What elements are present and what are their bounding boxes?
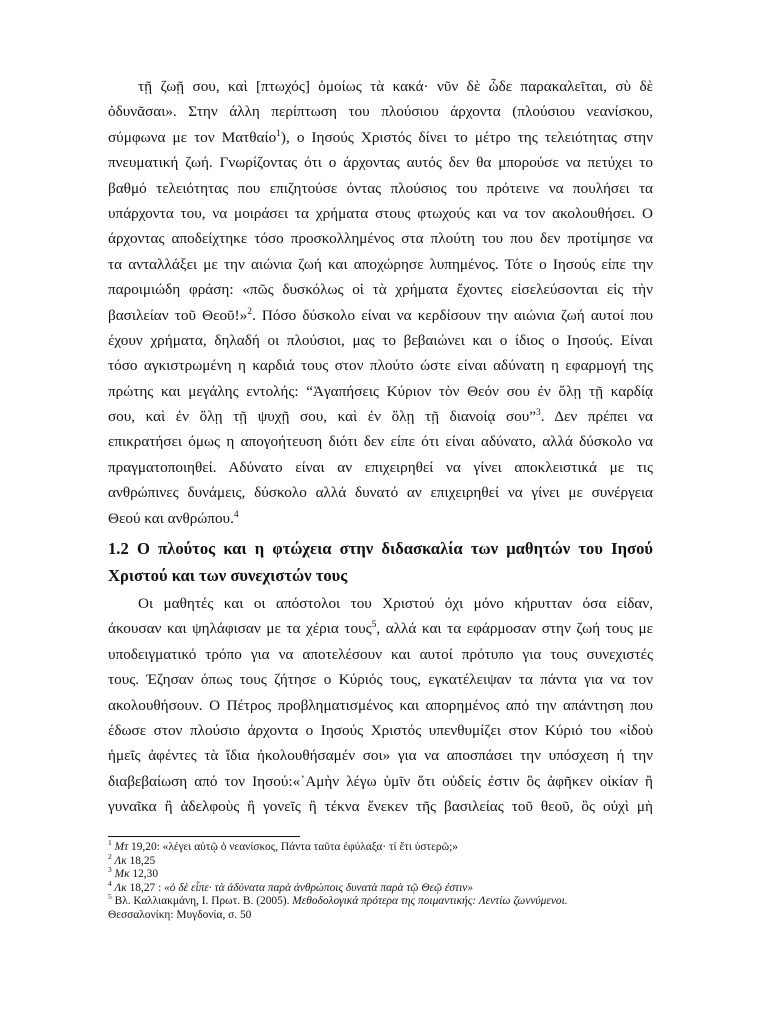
text-segment: . Πόσο δύσκολο είναι να κερδίσουν την αιώνια ζωή αυτοί που — [251, 306, 654, 324]
text-segment: σύμφωνα με τον Ματθαίο — [108, 128, 277, 146]
footnote-ref[interactable]: 1 — [276, 128, 281, 139]
footnote-italic-title: Μεθοδολογικά πρότερα της ποιμαντικής: Λεντίω ζωννύμενοι. — [292, 895, 568, 908]
footnote-ref[interactable]: 2 — [247, 306, 252, 317]
paragraph1-line: τόσο αγκιστρωμένη η καρδιά τους στον πλούτο ώστε είναι αδύνατη η εφαρμογή της — [108, 357, 653, 375]
paragraph2-line: διαβεβαίωση από τον Ιησού:«᾽Αμὴν λέγω ὑμῖν ὅτι οὐδείς ἐστιν ὃς ἀφῆκεν οἰκίαν ἢ — [108, 772, 653, 790]
paragraph2-line: έδωσε στον πλούσιο άρχοντα ο Ιησούς Χριστός υπενθυμίζει στον Κύριό του «ἰδοὺ — [108, 721, 653, 739]
text-segment: , αλλά και τα εφάρμοσαν στην ζωή τους με — [376, 620, 653, 638]
footnote-item — [108, 878, 653, 896]
paragraph2-line — [108, 616, 653, 641]
footnote-number: 3 — [108, 865, 112, 875]
paragraph1-line: ὀδυνᾶσαι». Στην άλλη περίπτωση του πλούσιου άρχοντα (πλούσιου νεανίσκου, — [108, 103, 653, 121]
text-segment: ), ο Ιησούς Χριστός δίνει το μέτρο της τελειότητας στην — [280, 128, 653, 146]
footnote-reference: Λκ — [111, 854, 127, 867]
paragraph1-line: υπάρχοντα του, να μοιράσει τα χρήματα στους φτωχούς και να τον ακολουθήσει. Ο — [108, 204, 653, 222]
footnote-text: Βλ. Καλλιακμάνη, Ι. Πρωτ. Β. (2005). — [111, 895, 293, 908]
footnote-separator — [108, 836, 300, 837]
paragraph1-line — [108, 303, 653, 328]
paragraph1-line: τῇ ζωῇ σου, καὶ [πτωχός] ὁμοίως τὰ κακά· νῦν δὲ ὧδε παρακαλεῖται, σὺ δὲ — [138, 78, 653, 95]
footnote-text: 18,27 : «ὁ δὲ εἶπε· τὰ ἀδύνατα παρὰ ἀνθρώποις δυνατὰ παρὰ τῷ Θεῷ ἐστιν» — [126, 881, 474, 894]
footnote-item — [108, 892, 653, 909]
paragraph1-line — [108, 506, 653, 531]
paragraph-1 — [108, 74, 653, 531]
paragraph2-line: ακολουθήσουν. Ο Πέτρος προβληματισμένος και απορημένος από την απάντηση που — [108, 696, 653, 714]
footnote-reference: Μτ — [111, 841, 129, 853]
footnote-item — [108, 851, 653, 869]
paragraph1-line — [108, 125, 653, 150]
footnote-text: 12,30 — [129, 868, 159, 881]
heading-line: 1.2 Ο πλούτος και η φτώχεια στην διδασκαλία των μαθητών του Ιησού — [108, 539, 653, 559]
paragraph2-line: γυναῖκα ἢ ἀδελφοὺς ἢ γονεῖς ἢ τέκνα ἕνεκεν τῆς βασιλείας τοῦ θεοῦ, ὃς οὐχὶ μὴ — [108, 798, 653, 816]
footnote-number: 5 — [108, 892, 112, 902]
footnote-ref[interactable]: 5 — [371, 620, 377, 631]
text-segment: . Δεν πρέπει να — [540, 408, 653, 426]
paragraph1-line — [108, 404, 653, 429]
paragraph1-line: έχουν χρήματα, δηλαδή οι πλούσιοι, μας το βεβαιώνει και ο ίδιος ο Ιησούς. Είναι — [108, 331, 653, 349]
paragraph2-line: υποδειγματικό τρόπο για να αποτελέσουν και αυτοί πρότυπο για τους συνεχιστές — [108, 645, 653, 663]
paragraph2-line: ἡμεῖς ἀφέντες τὰ ἴδια ἠκολουθήσαμέν σοι» για να αποσπάσει την υπόσχεση ή την — [108, 747, 653, 765]
footnote-number: 1 — [108, 838, 112, 848]
text-segment: άκουσαν και ψηλάφισαν με τα χέρια τους — [108, 620, 372, 638]
footnote-reference: Μκ — [111, 868, 130, 881]
footnote-reference: Λκ — [111, 881, 127, 894]
footnote-text: 18,25 — [126, 854, 156, 867]
text-segment: Οι μαθητές και οι απόστολοι του Χριστού όχι μόνο κήρυτταν όσα είδαν, — [138, 595, 653, 613]
paragraph1-line: βαθμό τελειότητας που επιζητούσε όντας πλούσιος του πρότεινε να πουλήσει τα — [108, 179, 653, 197]
text-segment: βασιλείαν τοῦ Θεοῦ!» — [108, 306, 248, 324]
footnote-ref[interactable]: 3 — [535, 408, 541, 419]
footnote-ref[interactable]: 4 — [233, 509, 239, 520]
paragraph1-line: πνευματική ζωή. Γνωρίζοντας ότι ο άρχοντας αυτός δεν θα μπορούσε να πετύχει το — [108, 154, 653, 172]
heading-line: Χριστού και των συνεχιστών τους — [108, 566, 348, 586]
footnote-continuation: Θεσσαλονίκη: Μυγδονία, σ. 50 — [108, 908, 252, 921]
paragraph2-line: τους. Έζησαν όπως τους ζήτησε ο Κύριός τους, εγκατέλειψαν τα πάντα για να τον — [108, 671, 653, 689]
text-segment: Θεού και ανθρώπου. — [108, 509, 234, 527]
paragraph1-line: παροιμιώδη φράση: «πῶς δυσκόλως οἱ τὰ χρήματα ἔχοντες εἰσελεύσονται εἰς τὴν — [108, 281, 653, 299]
footnote-text: 19,20: «λέγει αὐτῷ ὁ νεανίσκος, Πάντα ταῦτα ἐφύλαξα· τί ἔτι ὑστερῶ;» — [128, 841, 458, 853]
paragraph1-line: επικρατήσει όμως η απογοήτευση διότι δεν είπε ότι είναι αδύνατο, αλλά δύσκολο να — [108, 433, 653, 451]
footnote-number: 2 — [108, 851, 112, 861]
body-text — [108, 74, 653, 820]
footnote-number: 4 — [108, 878, 112, 888]
paragraph2-line — [108, 591, 653, 616]
text-segment: σου, καὶ ἐν ὅλῃ τῇ ψυχῇ σου, καὶ ἐν ὅλῃ τῇ διανοίᾳ σου” — [108, 408, 536, 426]
paragraph1-line: πρώτης και μεγάλης εντολής: “Ἀγαπήσεις Κύριον τὸν Θεόν σου ἐν ὅλῃ τῇ καρδίᾳ — [108, 382, 653, 400]
section-heading — [108, 535, 653, 589]
paragraph-2 — [108, 591, 653, 820]
footnote-item — [108, 838, 653, 855]
paragraph1-line: ανθρώπινες δυνάμεις, δύσκολο αλλά δυνατό αν επιχειρηθεί να γίνει με συνέργεια — [108, 484, 653, 502]
footnotes — [108, 838, 653, 923]
footnote-item — [108, 865, 653, 882]
paragraph1-line: τα ανταλλάξει με την αιώνια ζωή και αποχώρησε λυπημένος. Τότε ο Ιησούς είπε την — [108, 255, 653, 273]
paragraph1-line: άρχοντας αποδείχτηκε τόσο προσκολλημένος στα πλούτη του που δεν προτίμησε να — [108, 230, 653, 248]
paragraph1-line: πραγματοποιηθεί. Αδύνατο είναι αν επιχειρηθεί να γίνει αποκλειστικά με τις — [108, 458, 653, 476]
